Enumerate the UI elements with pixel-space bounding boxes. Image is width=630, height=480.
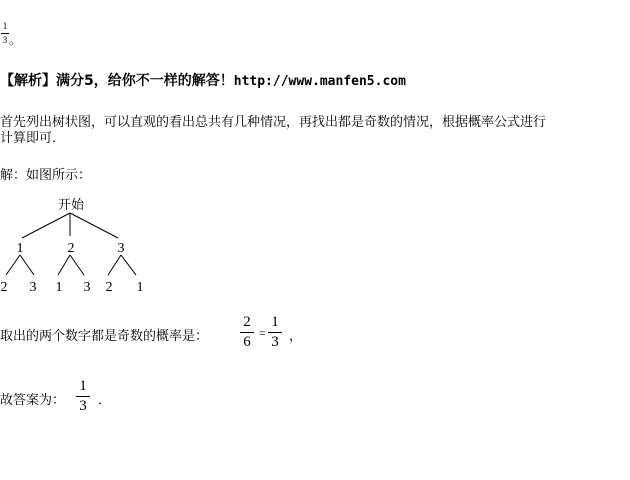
fraction-bar (1, 33, 9, 34)
top-fraction (1, 22, 9, 45)
tree-edge (22, 213, 70, 238)
tree-level1-label: 3 (117, 241, 125, 256)
probability-fraction-1 (240, 315, 254, 350)
fraction-numerator: 1 (79, 378, 87, 394)
tree-edge (70, 255, 84, 275)
top-fraction-numerator: 1 (2, 21, 8, 31)
fraction-denominator: 3 (79, 398, 87, 414)
fraction-numerator: 1 (271, 314, 279, 330)
probability-prefix: 取出的两个数字都是奇数的概率是： (0, 329, 209, 344)
tree-edge (20, 255, 34, 275)
answer-fraction (76, 379, 90, 414)
tree-edge (70, 213, 118, 238)
heading (0, 70, 406, 90)
tree-level2-label: 3 (83, 280, 91, 295)
tree-level2-label: 2 (105, 280, 113, 295)
top-fraction-suffix: 。 (9, 33, 22, 47)
solution-label: 解：如图所示： (0, 168, 92, 183)
tree-level2-label: 1 (55, 280, 63, 295)
heading-url[interactable]: http://www.manfen5.com (233, 74, 406, 89)
tree-edge (121, 255, 136, 275)
fraction-numerator: 2 (243, 314, 251, 330)
answer-suffix: ． (98, 393, 112, 408)
fraction-bar (268, 332, 282, 333)
tree-level2-label: 3 (29, 280, 37, 295)
heading-bracket-text: 【解析】 (0, 73, 56, 89)
heading-promo: 满分5，给你不一样的解答！ (56, 73, 234, 89)
fraction-denominator: 6 (243, 334, 251, 350)
fraction-bar (76, 396, 90, 397)
tree-diagram (0, 195, 170, 305)
tree-level2-label: 1 (136, 280, 144, 295)
probability-fraction-2 (268, 315, 282, 350)
probability-suffix: ， (289, 329, 303, 344)
intro-line-2: 计算即可． (0, 131, 66, 146)
fraction-bar (240, 332, 254, 333)
equals-sign: = (259, 326, 266, 340)
tree-level1-label: 2 (67, 241, 75, 256)
top-fraction-denominator: 3 (2, 35, 8, 45)
tree-edge (6, 255, 20, 275)
answer-prefix: 故答案为： (0, 393, 66, 408)
tree-root-label: 开始 (57, 198, 85, 213)
fraction-denominator: 3 (271, 334, 279, 350)
tree-level2-label: 2 (0, 280, 8, 295)
tree-edge (108, 255, 121, 275)
tree-level1-label: 1 (16, 241, 24, 256)
tree-edge (58, 255, 70, 275)
intro-line-1: 首先列出树状图，可以直观的看出总共有几种情况，再找出都是奇数的情况，根据概率公式进行 (0, 115, 547, 130)
